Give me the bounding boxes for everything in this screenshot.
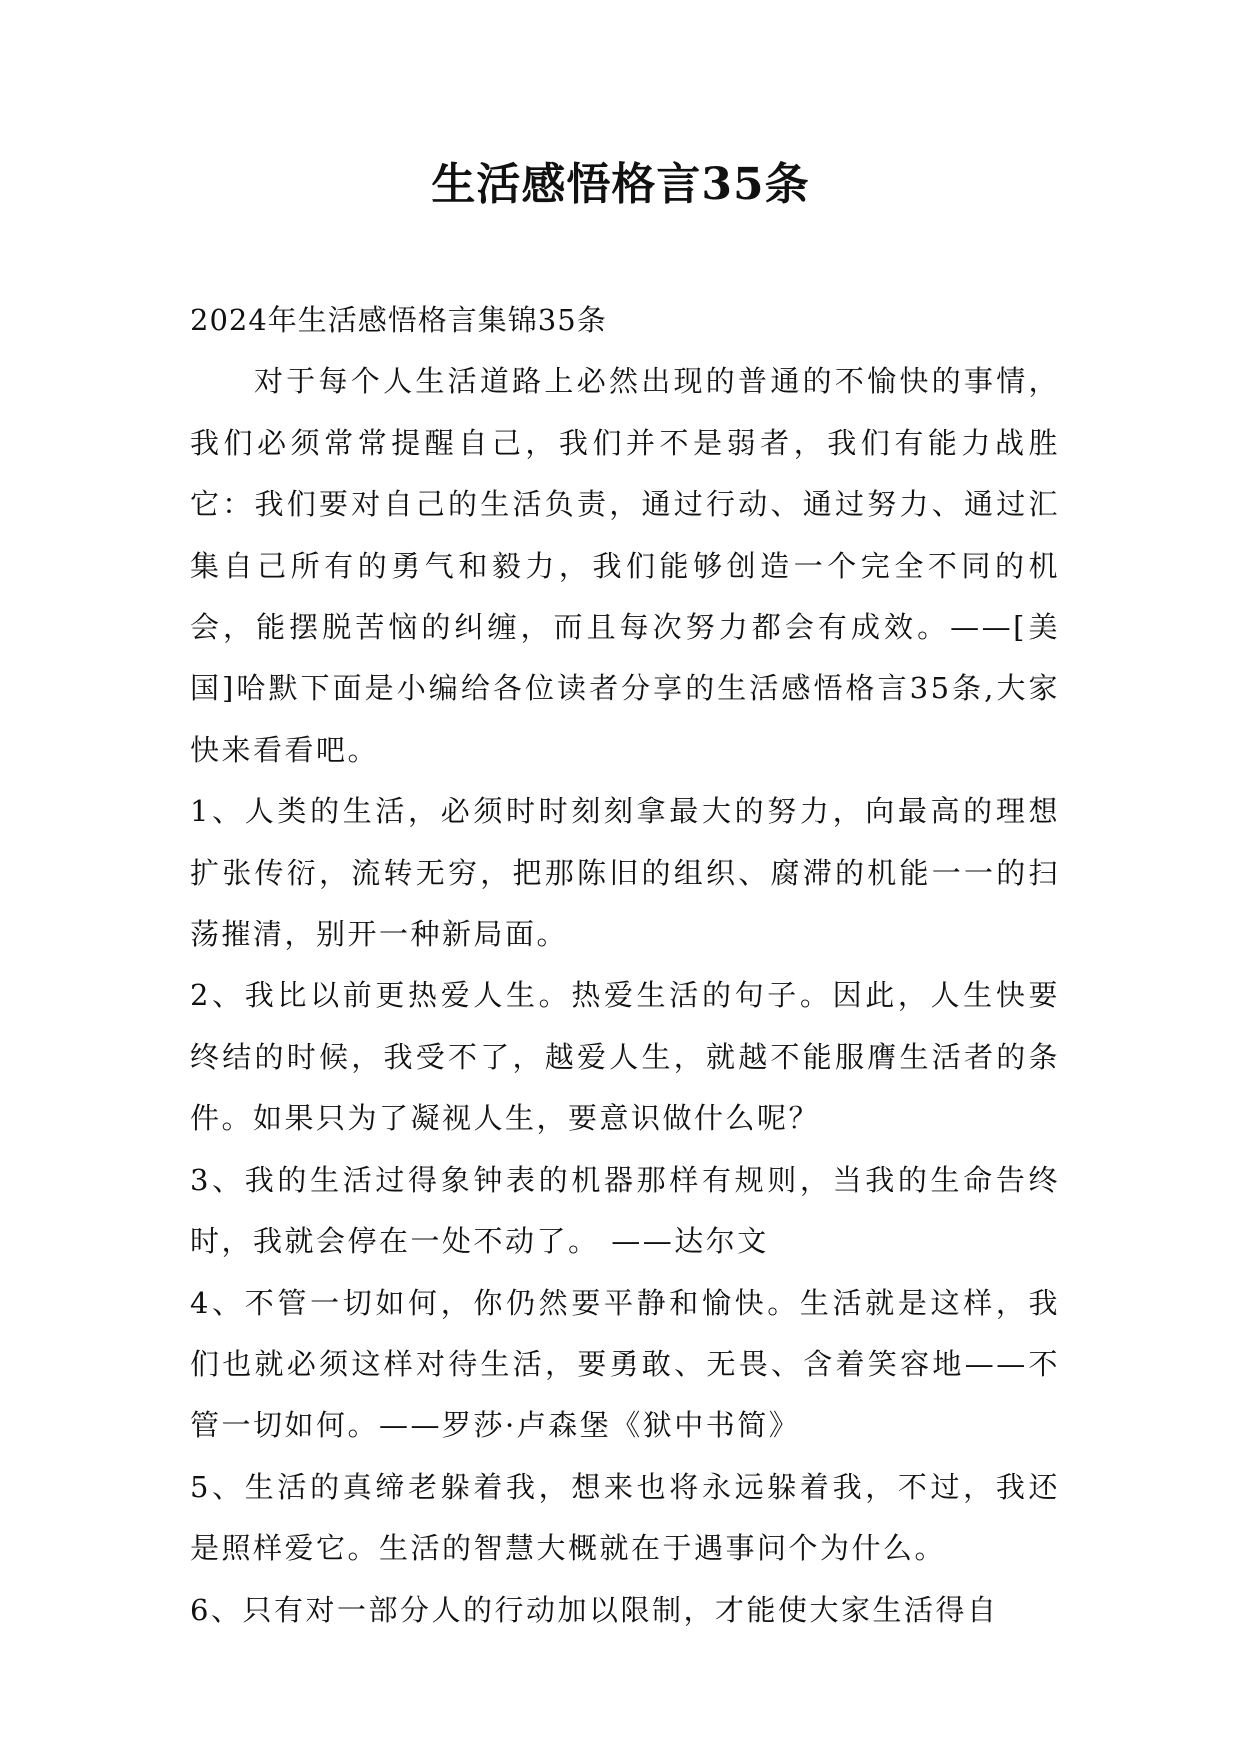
quote-item-4: 4、不管一切如何，你仍然要平静和愉快。生活就是这样，我们也就必须这样对待生活，要勇敢、无畏、含着笑容地——不管一切如何。——罗莎·卢森堡《狱中书简》	[190, 1285, 1060, 1443]
quote-item-1: 1、人类的生活，必须时时刻刻拿最大的努力，向最高的理想扩张传衍，流转无穷，把那陈旧的组织、腐滞的机能一一的扫荡摧清，别开一种新局面。	[190, 794, 1060, 952]
document-title: 生活感悟格言35条	[431, 159, 810, 210]
document-body	[190, 290, 1060, 1641]
quote-item-3: 3、我的生活过得象钟表的机器那样有规则，当我的生命告终时，我就会停在一处不动了。 ——达尔文	[190, 1162, 1060, 1259]
quote-item-2: 2、我比以前更热爱人生。热爱生活的句子。因此，人生快要终结的时候，我受不了，越爱人生，就越不能服膺生活者的条件。如果只为了凝视人生，要意识做什么呢？	[190, 978, 1060, 1136]
quote-item-6: 6、只有对一部分人的行动加以限制，才能使大家生活得自	[190, 1592, 999, 1627]
document-subtitle: 2024年生活感悟格言集锦35条	[190, 303, 607, 337]
intro-paragraph: 对于每个人生活道路上必然出现的普通的不愉快的事情，我们必须常常提醒自己，我们并不是弱者，我们有能力战胜它：我们要对自己的生活负责，通过行动、通过努力、通过汇集自己所有的勇气和毅力，我们能够创造一个完全不同的机会，能摆脱苦恼的纠缠，而且每次努力都会有成效。——[美国]哈默下面是小编给各位读者分享的生活感悟格言35条,大家快来看看吧。	[190, 364, 1060, 767]
quote-item-5: 5、生活的真缔老躲着我，想来也将永远躲着我，不过，我还是照样爱它。生活的智慧大概就在于遇事问个为什么。	[190, 1469, 1060, 1566]
